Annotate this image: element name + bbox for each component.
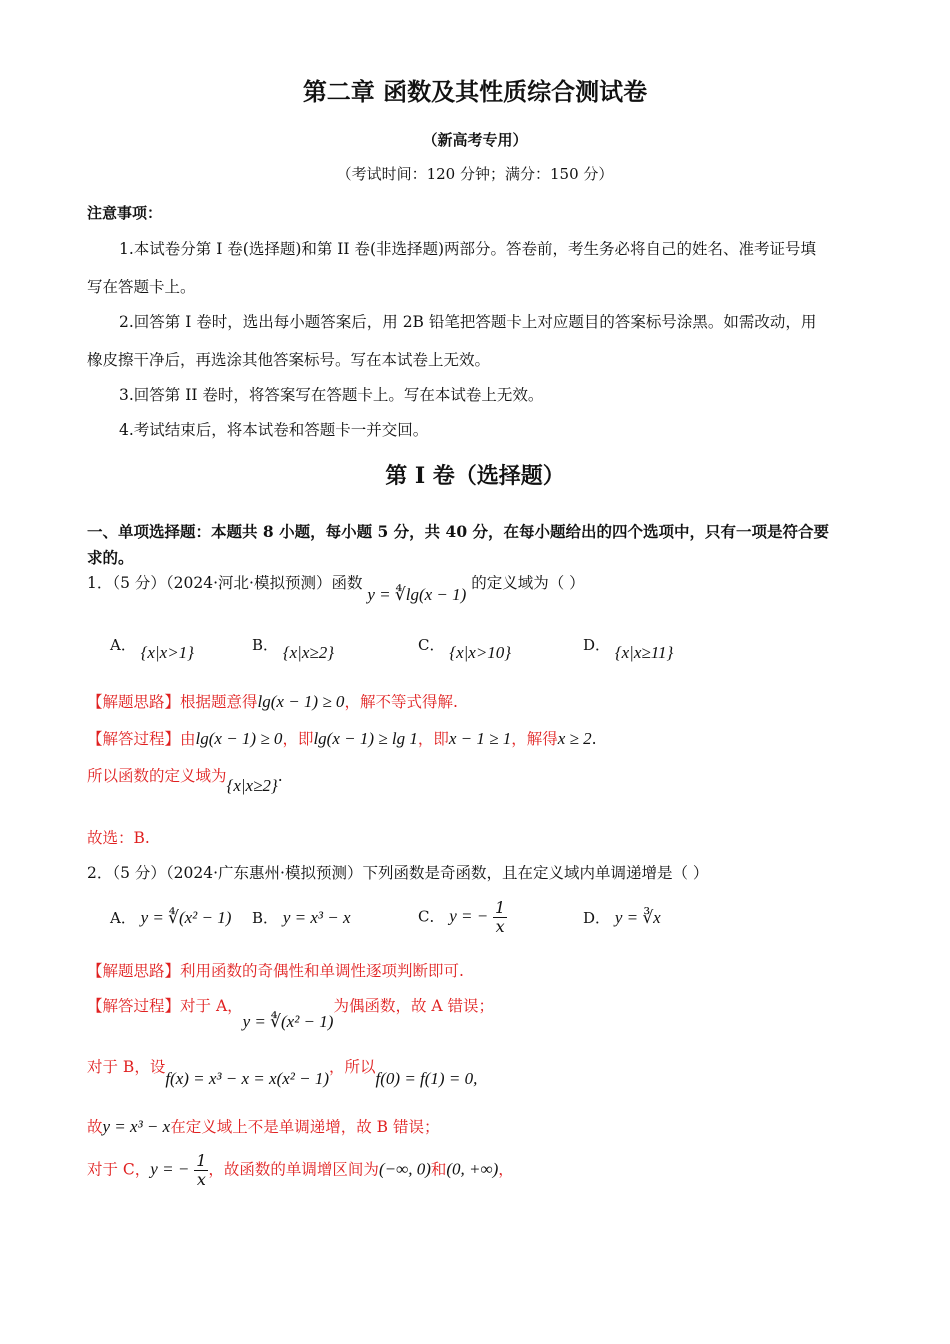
conclusion-math: {x|x≥2} [226, 776, 278, 795]
q1-option-a [110, 634, 194, 662]
q2-option-a [110, 907, 231, 928]
q1-stem-tail: 的定义域为（ ） [471, 574, 585, 592]
process-text: ，即 [282, 730, 314, 748]
q1-stem-text: 1．（5 分）（2024·河北·模拟预测）函数 [87, 574, 363, 592]
process-math: lg(x − 1) ≥ lg 1 [313, 729, 418, 748]
case-math: f(x) = x³ − x = x(x² − 1) [165, 1069, 330, 1088]
case-text: ，所以 [329, 1058, 376, 1076]
notice-item-3: 3.回答第 II 卷时，将答案写在答题卡上。写在本试卷上无效。 [119, 386, 544, 404]
conclusion-text: 所以函数的定义域为 [87, 767, 227, 785]
conclusion-end: . [277, 767, 283, 785]
q1-option-b [252, 634, 335, 662]
page-title: 第二章 函数及其性质综合测试卷 [302, 77, 648, 106]
q2-idea [87, 959, 464, 981]
page-subtitle: （新高考专用） [422, 131, 528, 149]
option-value: {x|x>10} [449, 643, 512, 662]
option-label: A． [110, 909, 136, 927]
notice-heading: 注意事项： [87, 204, 163, 222]
q2-stem: 2．（5 分）（2024·广东惠州·模拟预测）下列函数是奇函数，且在定义域内单调递增是（ ） [87, 864, 709, 882]
option-value: y = ∜(x² − 1) [140, 908, 232, 927]
idea-text-end: ，解不等式得解. [344, 693, 458, 711]
process-text: 对于 A， [180, 997, 243, 1015]
option-value: y = − [449, 906, 489, 926]
case-text: 在定义域上不是单调递增，故 B 错误； [170, 1118, 440, 1136]
idea-text: 根据题意得 [180, 693, 258, 711]
option-label: D． [583, 636, 611, 654]
q1-stem [87, 571, 585, 604]
notice-item-1: 1.本试卷分第 I 卷(选择题)和第 II 卷(非选择题)两部分。答卷前，考生务必将自己的姓名、准考证号填 [119, 240, 817, 258]
idea-tag: 【解题思路】 [87, 962, 181, 980]
case-math: y = − [150, 1159, 190, 1179]
part-heading-cont: 求的。 [87, 548, 134, 567]
case-math: y = x³ − x [102, 1117, 171, 1136]
q1-process [87, 727, 597, 749]
process-math: x ≥ 2 [557, 729, 592, 748]
idea-tag: 【解题思路】 [87, 693, 181, 711]
section-title: 第 I 卷（选择题） [385, 463, 565, 489]
option-value: y = ∛x [614, 908, 661, 927]
option-label: B． [252, 909, 279, 927]
part-heading: 一、单项选择题：本题共 8 小题，每小题 5 分，共 40 分，在每小题给出的四个选项中，只有一项是符合要 [87, 522, 830, 541]
option-label: B． [252, 636, 279, 654]
process-text: 由 [180, 730, 196, 748]
q2-option-d [583, 907, 661, 928]
option-label: A． [110, 636, 136, 654]
idea-text: 利用函数的奇偶性和单调性逐项判断即可. [180, 962, 464, 980]
option-label: C． [418, 907, 445, 926]
process-math: y = ∜(x² − 1) [242, 1012, 334, 1031]
process-text: 为偶函数，故 A 错误； [333, 997, 494, 1015]
process-end: . [591, 730, 597, 748]
process-tag: 【解答过程】 [87, 730, 181, 748]
q2-case-b [87, 1055, 478, 1088]
case-math: f(0) = f(1) = 0, [375, 1069, 478, 1088]
case-math: (−∞, 0) [378, 1159, 431, 1179]
option-value: {x|x>1} [140, 643, 194, 662]
q1-idea [87, 690, 458, 712]
q1-conclusion [87, 764, 283, 795]
q1-option-c [418, 634, 512, 662]
process-math: x − 1 ≥ 1 [448, 729, 512, 748]
q1-option-d [583, 634, 674, 662]
notice-item-2: 2.回答第 I 卷时，选出每小题答案后，用 2B 铅笔把答题卡上对应题目的答案标号涂黑。如需改动，用 [119, 313, 817, 331]
numerator: 1 [495, 898, 506, 917]
q2-option-c [418, 899, 507, 936]
case-end: ， [498, 1160, 514, 1179]
process-math: lg(x − 1) ≥ 0 [195, 729, 283, 748]
option-value: {x|x≥2} [282, 643, 335, 662]
case-text: 和 [430, 1160, 447, 1179]
fraction [194, 1152, 208, 1189]
option-value: y = x³ − x [282, 908, 351, 927]
option-value: {x|x≥11} [614, 643, 674, 662]
notice-item-2-cont: 橡皮擦干净后，再选涂其他答案标号。写在本试卷上无效。 [87, 351, 491, 369]
process-text: ，解得 [511, 730, 558, 748]
case-math: (0, +∞) [446, 1159, 499, 1179]
q1-formula: y = ∜lg(x − 1) [367, 585, 467, 604]
case-text: 故 [87, 1118, 103, 1136]
idea-math: lg(x − 1) ≥ 0 [257, 692, 345, 711]
fraction [493, 899, 507, 936]
numerator: 1 [196, 1151, 207, 1170]
q2-option-b [252, 907, 351, 928]
case-text: 对于 B，设 [87, 1058, 166, 1076]
exam-info: （考试时间：120 分钟；满分：150 分） [336, 165, 614, 183]
option-label: D． [583, 909, 611, 927]
q2-process [87, 994, 494, 1031]
q1-answer: 故选：B. [87, 829, 150, 847]
option-label: C． [418, 636, 445, 654]
q2-case-b-conclusion [87, 1115, 439, 1137]
q2-case-c [87, 1152, 514, 1189]
process-text: ，即 [417, 730, 449, 748]
notice-item-4: 4.考试结束后，将本试卷和答题卡一并交回。 [119, 421, 429, 439]
case-text: ，故函数的单调增区间为 [208, 1160, 379, 1179]
notice-item-1-cont: 写在答题卡上。 [87, 278, 196, 296]
process-tag: 【解答过程】 [87, 997, 181, 1015]
denominator: x [495, 917, 505, 936]
case-text: 对于 C， [87, 1160, 151, 1179]
denominator: x [196, 1170, 206, 1189]
